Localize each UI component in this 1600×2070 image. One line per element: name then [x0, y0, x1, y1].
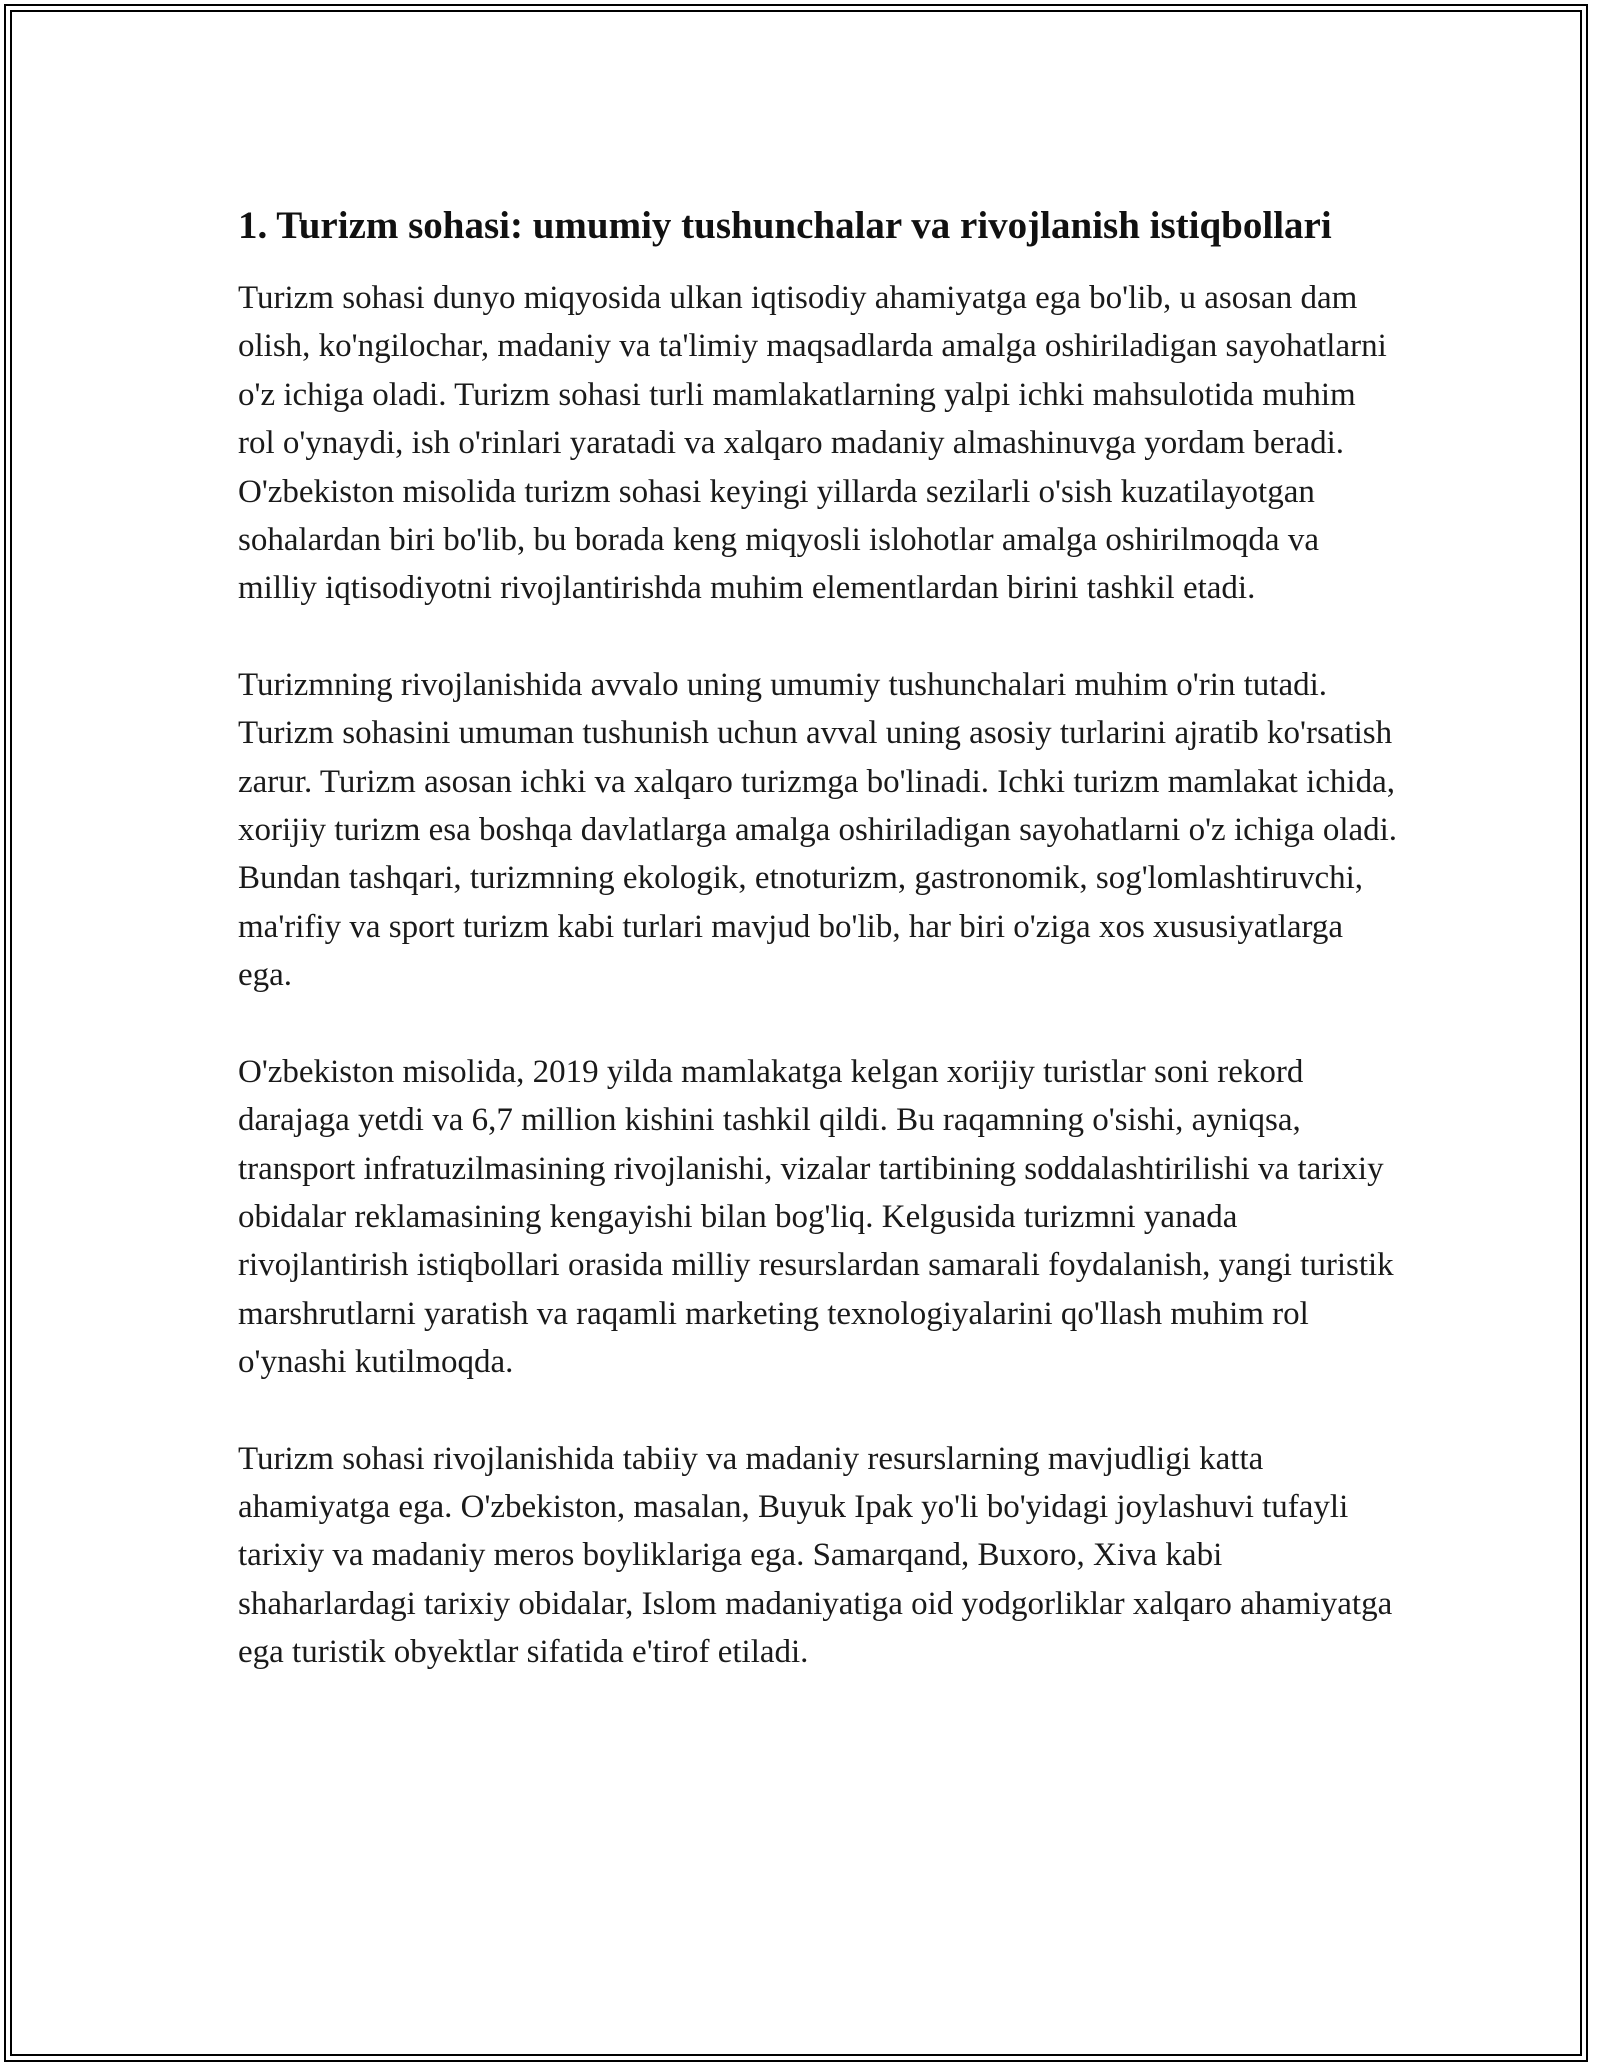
page-border	[4, 4, 1588, 2062]
paragraph-1: Turizm sohasi dunyo miqyosida ulkan iqtisodiy ahamiyatga ega bo'lib, u asosan dam olish, ko'ngilochar, madaniy va ta'limiy maqsadlarda amalga oshiriladigan sayohatlarni o'z ichiga oladi. Turizm sohasi turli mamlakatlarning yalpi ichki mahsulotida muhim rol o'ynaydi, ish o'rinlari yaratadi va xalqaro madaniy almashinuvga yordam beradi. O'zbekiston misolida turizm sohasi keyingi yillarda sezilarli o'sish kuzatilayotgan sohalardan biri bo'lib, bu borada keng miqyosli islohotlar amalga oshirilmoqda va milliy iqtisodiyotni rivojlantirishda muhim elementlardan birini tashkil etadi.	[238, 280, 1387, 607]
paragraph-3: O'zbekiston misolida, 2019 yilda mamlakatga kelgan xorijiy turistlar soni rekord darajaga yetdi va 6,7 million kishini tashkil qildi. Bu raqamning o'sishi, ayniqsa, transport infratuzilmasining rivojlanishi, vizalar tartibining soddalashtirilishi va tarixiy obidalar reklamasining kengayishi bilan bog'liq. Kelgusida turizmni yanada rivojlantirish istiqbollari orasida milliy resurslardan samarali foydalanish, yangi turistik marshrutlarni yaratish va raqamli marketing texnologiyalarini qo'llash muhim rol o'ynashi kutilmoqda.	[238, 1053, 1394, 1381]
paragraph-2: Turizmning rivojlanishida avvalo uning umumiy tushunchalari muhim o'rin tutadi. Turizm sohasini umuman tushunish uchun avval uning asosiy turlarini ajratib ko'rsatish zarur. Turizm asosan ichki va xalqaro turizmga bo'linadi. Ichki turizm mamlakat ichida, xorijiy turizm esa boshqa davlatlarga amalga oshiriladigan sayohatlarni o'z ichiga oladi. Bundan tashqari, turizmning ekologik, etnoturizm, gastronomik, sog'lomlashtiruvchi, ma'rifiy va sport turizm kabi turlari mavjud bo'lib, har biri o'ziga xos xususiyatlarga ega.	[238, 666, 1398, 994]
paragraph-4: Turizm sohasi rivojlanishida tabiiy va madaniy resurslarning mavjudligi katta ahamiyatga ega. O'zbekiston, masalan, Buyuk Ipak yo'li bo'yidagi joylashuvi tufayli tarixiy va madaniy meros boyliklariga ega. Samarqand, Buxoro, Xiva kabi shaharlardagi tarixiy obidalar, Islom madaniyatiga oid yodgorliklar xalqaro ahamiyatga ega turistik obyektlar sifatida e'tirof etiladi.	[238, 1440, 1393, 1671]
document-body	[238, 198, 1398, 1725]
document-title: 1. Turizm sohasi: umumiy tushunchalar va rivojlanish istiqbollari	[238, 204, 1332, 247]
page-border-inner	[10, 10, 1582, 2056]
